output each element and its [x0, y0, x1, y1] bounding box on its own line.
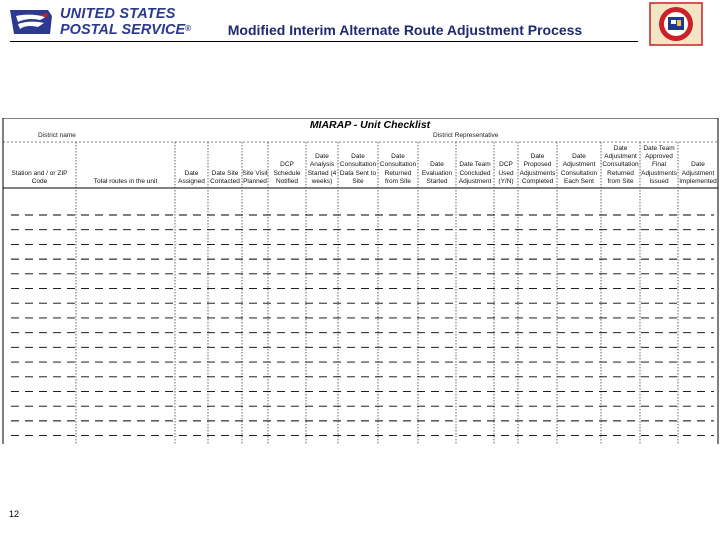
column-header: Date Assigned [178, 169, 205, 185]
checklist-title: MIARAP - Unit Checklist [309, 119, 431, 131]
district-rep-label: District Representative [433, 132, 499, 139]
district-name-label: District name [38, 132, 76, 139]
column-header: Date Proposed Adjustments Completed [519, 153, 556, 185]
header-rule [10, 41, 638, 42]
page-number: 12 [9, 509, 20, 519]
column-header: Date Adjustment Implemented [679, 161, 717, 185]
column-header: Date Consultation Returned from Site [379, 153, 417, 185]
union-emblem-icon [649, 2, 703, 46]
checklist-sheet [0, 118, 720, 448]
column-header: Date Site Contacted [210, 169, 240, 185]
page-title: Modified Interim Alternate Route Adjustment Process [227, 22, 583, 38]
column-header: Date Team Concluded Adjustment [458, 161, 492, 185]
column-header: Total routes in the unit [93, 177, 158, 185]
column-header: Date Adjustment Consultation Returned from Site [602, 144, 639, 185]
column-header: Station and / or ZIP Code [11, 169, 68, 185]
column-header: DCP Schedule Notified [273, 161, 301, 185]
column-header: Site Visit Planned [242, 169, 268, 185]
column-header: Date Consultation Data Sent to Site [339, 153, 377, 185]
column-header: Date Team Approved Final Adjustments Issued [641, 144, 677, 185]
column-header: Date Analysis Started (4 weeks) [307, 153, 337, 185]
column-header: Date Evaluation Started [421, 161, 453, 185]
logo-text-line2: POSTAL SERVICE® [60, 22, 192, 38]
logo-text-line1: UNITED STATES [60, 6, 176, 22]
column-header: Date Adjustment Consultation Each Sent [560, 153, 598, 185]
checklist-grid [0, 118, 720, 448]
column-header: DCP Used (Y/N) [498, 161, 514, 185]
usps-logo [10, 4, 192, 40]
eagle-icon [10, 6, 52, 38]
